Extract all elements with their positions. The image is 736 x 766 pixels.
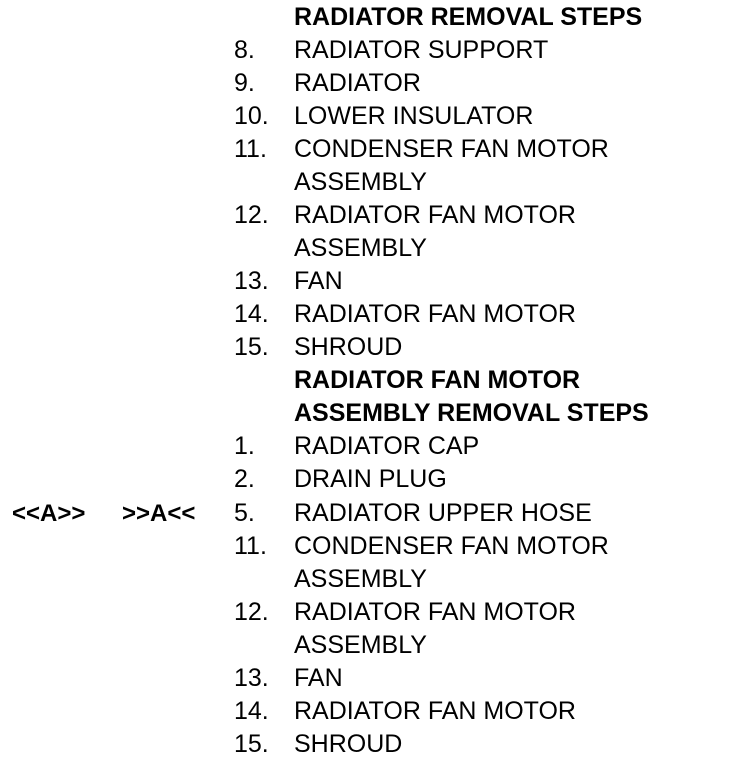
list-item [0, 530, 736, 563]
step-text-continuation: ASSEMBLY [294, 168, 427, 196]
list-item [0, 695, 736, 728]
step-text-continuation: ASSEMBLY [294, 631, 427, 659]
step-number: 14. [234, 697, 269, 725]
list-item-continuation [0, 166, 736, 199]
fan-removal-heading-line1: RADIATOR FAN MOTOR [294, 366, 581, 394]
step-text-continuation: ASSEMBLY [294, 565, 427, 593]
step-number: 1. [234, 432, 255, 460]
installation-reference-mark: >>A<< [122, 500, 196, 527]
list-item-continuation [0, 563, 736, 596]
removal-heading: RADIATOR REMOVAL STEPS [294, 3, 643, 31]
step-text: FAN [294, 664, 343, 692]
list-item [0, 67, 736, 100]
step-number: 5. [234, 499, 255, 527]
step-number: 11. [234, 532, 267, 560]
list-item-continuation [0, 232, 736, 265]
step-text: RADIATOR UPPER HOSE [294, 499, 592, 527]
list-item [0, 596, 736, 629]
list-item-continuation [0, 629, 736, 662]
step-text: FAN [294, 267, 343, 295]
step-number: 13. [234, 664, 269, 692]
step-number: 12. [234, 598, 269, 626]
step-text: RADIATOR [294, 69, 421, 97]
step-number: 14. [234, 300, 269, 328]
list-item [0, 662, 736, 695]
fan-removal-heading-row-2 [0, 397, 736, 430]
step-number: 8. [234, 36, 255, 64]
step-text: RADIATOR FAN MOTOR [294, 697, 576, 725]
step-text: RADIATOR FAN MOTOR [294, 300, 576, 328]
step-number: 2. [234, 465, 255, 493]
fan-removal-heading-row-1 [0, 364, 736, 397]
list-item [0, 497, 736, 530]
fan-removal-heading-line2: ASSEMBLY REMOVAL STEPS [294, 399, 649, 427]
removal-reference-mark: <<A>> [12, 500, 86, 527]
list-item [0, 728, 736, 761]
list-item [0, 100, 736, 133]
list-item [0, 298, 736, 331]
step-text: CONDENSER FAN MOTOR [294, 532, 609, 560]
step-text: RADIATOR CAP [294, 432, 480, 460]
list-item [0, 430, 736, 463]
removal-heading-row [0, 1, 736, 34]
step-number: 12. [234, 201, 269, 229]
step-text: RADIATOR SUPPORT [294, 36, 549, 64]
step-text: SHROUD [294, 730, 403, 758]
list-item [0, 331, 736, 364]
list-item [0, 199, 736, 232]
step-number: 15. [234, 333, 269, 361]
step-number: 13. [234, 267, 269, 295]
step-text-continuation: ASSEMBLY [294, 234, 427, 262]
step-text: RADIATOR FAN MOTOR [294, 201, 576, 229]
step-number: 15. [234, 730, 269, 758]
step-number: 11. [234, 135, 267, 163]
list-item [0, 34, 736, 67]
step-text: CONDENSER FAN MOTOR [294, 135, 609, 163]
step-number: 9. [234, 69, 255, 97]
step-text: RADIATOR FAN MOTOR [294, 598, 576, 626]
list-item [0, 133, 736, 166]
step-number: 10. [234, 102, 269, 130]
list-item [0, 265, 736, 298]
list-item [0, 463, 736, 496]
step-text: LOWER INSULATOR [294, 102, 534, 130]
step-text: SHROUD [294, 333, 403, 361]
step-text: DRAIN PLUG [294, 465, 447, 493]
